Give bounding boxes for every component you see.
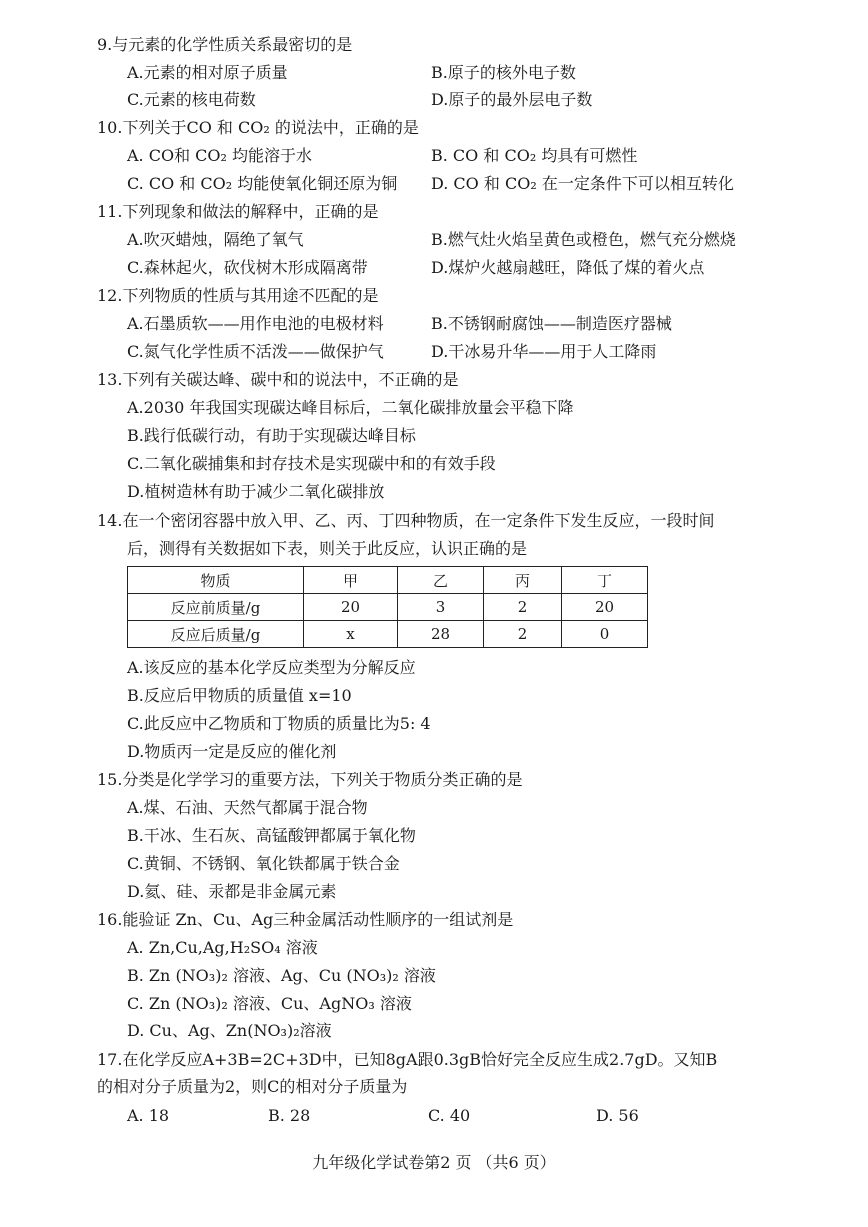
question-14-stem-line-2: 后，测得有关数据如下表，则关于此反应，认识正确的是 xyxy=(127,539,528,558)
table-header-cell: 物质 xyxy=(128,567,304,594)
question-15-option-d: D.氦、硅、汞都是非金属元素 xyxy=(127,882,337,901)
table-cell: 3 xyxy=(398,594,484,621)
table-cell: 2 xyxy=(484,621,562,648)
table-header-cell: 丁 xyxy=(562,567,648,594)
question-13-option-c: C.二氧化碳捕集和封存技术是实现碳中和的有效手段 xyxy=(127,454,496,473)
table-cell: 反应后质量/g xyxy=(128,621,304,648)
question-15-stem: 15.分类是化学学习的重要方法，下列关于物质分类正确的是 xyxy=(97,770,523,789)
question-13-option-a: A.2030 年我国实现碳达峰目标后，二氧化碳排放量会平稳下降 xyxy=(127,398,574,417)
question-10-option-b: B. CO 和 CO₂ 均具有可燃性 xyxy=(431,146,638,165)
question-11-option-d: D.煤炉火越扇越旺，降低了煤的着火点 xyxy=(431,258,705,277)
question-13-option-d: D.植树造林有助于减少二氧化碳排放 xyxy=(127,482,385,501)
question-17-stem-line-2: 的相对分子质量为2，则C的相对分子质量为 xyxy=(97,1077,408,1096)
question-17-option-d: D. 56 xyxy=(596,1106,639,1125)
table-header-row xyxy=(128,567,648,594)
question-16-option-b: B. Zn (NO₃)₂ 溶液、Ag、Cu (NO₃)₂ 溶液 xyxy=(127,966,436,985)
question-14-option-b: B.反应后甲物质的质量值 x=10 xyxy=(127,686,352,705)
question-13-option-b: B.践行低碳行动，有助于实现碳达峰目标 xyxy=(127,426,416,445)
question-9-option-a: A.元素的相对原子质量 xyxy=(127,63,288,82)
page-footer: 九年级化学试卷第2 页 （共6 页） xyxy=(312,1153,556,1172)
question-17-option-b: B. 28 xyxy=(268,1106,311,1125)
question-14-option-d: D.物质丙一定是反应的催化剂 xyxy=(127,742,337,761)
question-12-stem: 12.下列物质的性质与其用途不匹配的是 xyxy=(97,286,379,305)
question-11-stem: 11.下列现象和做法的解释中，正确的是 xyxy=(97,202,379,221)
question-10-option-c: C. CO 和 CO₂ 均能使氧化铜还原为铜 xyxy=(127,174,398,193)
question-9-stem: 9.与元素的化学性质关系最密切的是 xyxy=(97,35,353,54)
question-10-stem: 10.下列关于CO 和 CO₂ 的说法中，正确的是 xyxy=(97,118,419,137)
question-17-option-c: C. 40 xyxy=(428,1106,471,1125)
question-9-option-d: D.原子的最外层电子数 xyxy=(431,90,593,109)
question-12-option-d: D.干冰易升华——用于人工降雨 xyxy=(431,342,657,361)
question-14-stem-line-1: 14.在一个密闭容器中放入甲、乙、丙、丁四种物质，在一定条件下发生反应，一段时间 xyxy=(97,511,715,530)
question-17-stem-line-1: 17.在化学反应A+3B=2C+3D中，已知8gA跟0.3gB恰好完全反应生成2.7gD。又知B xyxy=(97,1050,718,1069)
question-10-option-d: D. CO 和 CO₂ 在一定条件下可以相互转化 xyxy=(431,174,734,193)
table-cell: 20 xyxy=(304,594,398,621)
question-11-option-b: B.燃气灶火焰呈黄色或橙色，燃气充分燃烧 xyxy=(431,230,736,249)
question-15-option-c: C.黄铜、不锈钢、氧化铁都属于铁合金 xyxy=(127,854,400,873)
table-cell: 反应前质量/g xyxy=(128,594,304,621)
question-12-option-a: A.石墨质软——用作电池的电极材料 xyxy=(127,314,384,333)
table-cell: 28 xyxy=(398,621,484,648)
question-10-option-a: A. CO和 CO₂ 均能溶于水 xyxy=(127,146,313,165)
table-cell: x xyxy=(304,621,398,648)
question-11-option-a: A.吹灭蜡烛，隔绝了氧气 xyxy=(127,230,304,249)
table-row xyxy=(128,621,648,648)
table-header-cell: 丙 xyxy=(484,567,562,594)
question-16-stem: 16.能验证 Zn、Cu、Ag三种金属活动性顺序的一组试剂是 xyxy=(97,910,514,929)
question-15-option-a: A.煤、石油、天然气都属于混合物 xyxy=(127,798,368,817)
question-16-option-c: C. Zn (NO₃)₂ 溶液、Cu、AgNO₃ 溶液 xyxy=(127,994,412,1013)
question-12-option-c: C.氮气化学性质不活泼——做保护气 xyxy=(127,342,384,361)
question-9-option-c: C.元素的核电荷数 xyxy=(127,90,256,109)
table-cell: 20 xyxy=(562,594,648,621)
question-15-option-b: B.干冰、生石灰、高锰酸钾都属于氧化物 xyxy=(127,826,416,845)
question-16-option-a: A. Zn,Cu,Ag,H₂SO₄ 溶液 xyxy=(127,938,318,957)
table-header-cell: 甲 xyxy=(304,567,398,594)
table-row xyxy=(128,594,648,621)
table-header-cell: 乙 xyxy=(398,567,484,594)
question-17-option-a: A. 18 xyxy=(127,1106,170,1125)
question-12-option-b: B.不锈钢耐腐蚀——制造医疗器械 xyxy=(431,314,672,333)
question-14-option-c: C.此反应中乙物质和丁物质的质量比为5: 4 xyxy=(127,714,431,733)
question-9-option-b: B.原子的核外电子数 xyxy=(431,63,576,82)
question-11-option-c: C.森林起火，砍伐树木形成隔离带 xyxy=(127,258,368,277)
question-14-option-a: A.该反应的基本化学反应类型为分解反应 xyxy=(127,658,416,677)
question-16-option-d: D. Cu、Ag、Zn(NO₃)₂溶液 xyxy=(127,1021,332,1040)
mass-data-table xyxy=(127,566,648,648)
question-13-stem: 13.下列有关碳达峰、碳中和的说法中，不正确的是 xyxy=(97,370,459,389)
table-cell: 0 xyxy=(562,621,648,648)
table-cell: 2 xyxy=(484,594,562,621)
